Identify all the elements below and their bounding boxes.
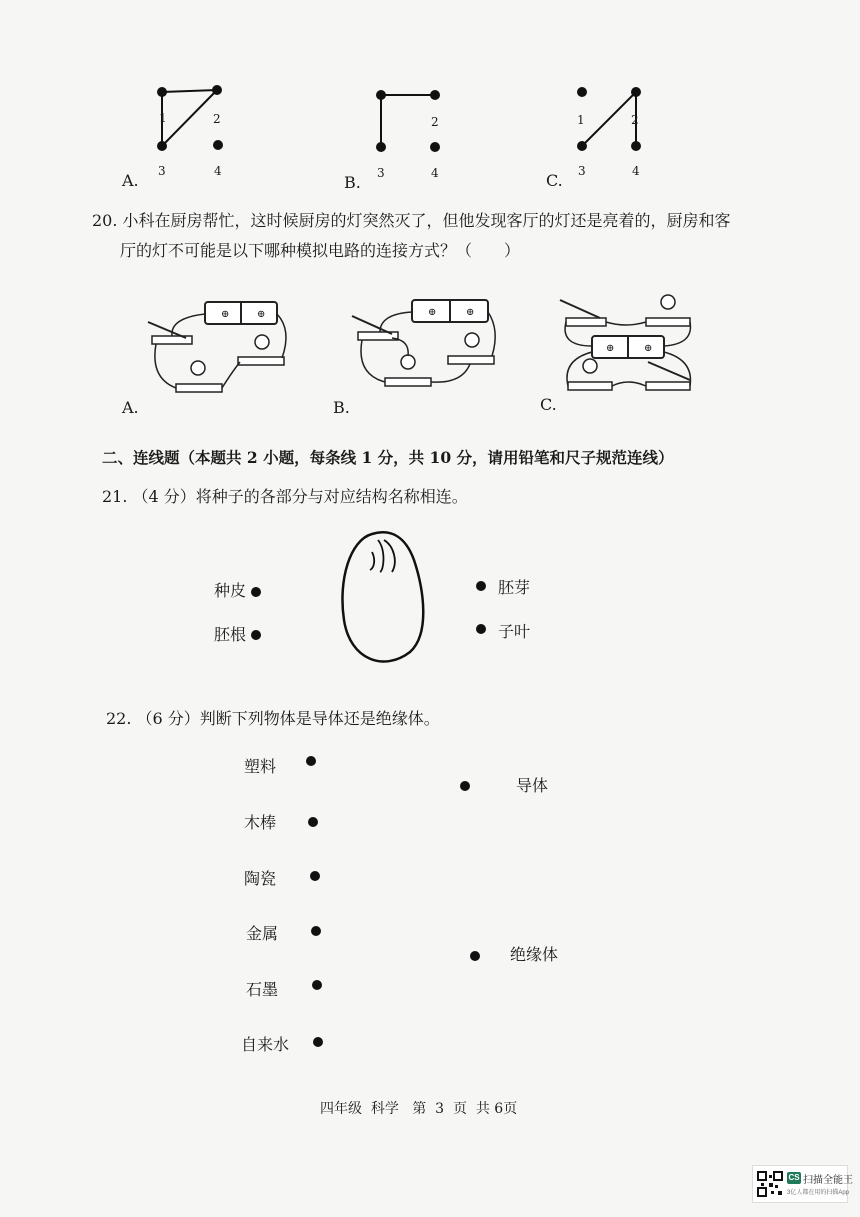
section-heading: 二、连线题（本题共 2 小题，每条线 1 分，共 10 分，请用铅笔和尺子规范连线） — [102, 448, 674, 467]
q21-question: 21. （4 分）将种子的各部分与对应结构名称相连。 — [102, 487, 468, 506]
point-label-3: 3 — [578, 164, 586, 178]
match-dot[interactable] — [460, 781, 470, 791]
match-dot[interactable] — [312, 980, 322, 990]
match-dot[interactable] — [251, 587, 261, 597]
point-label-3: 3 — [158, 164, 166, 178]
option-letter: A. — [122, 398, 139, 417]
match-left-item: 塑料 — [244, 757, 277, 776]
match-dot[interactable] — [476, 581, 486, 591]
option-letter: C. — [540, 395, 557, 414]
match-right-item: 导体 — [516, 776, 549, 795]
qr-code-icon — [757, 1171, 783, 1197]
match-left-item: 自来水 — [241, 1035, 290, 1054]
q20-line-1: 20. 小科在厨房帮忙，这时候厨房的灯突然灭了，但他发现客厅的灯还是亮着的，厨房和客 — [92, 211, 731, 230]
match-left-item: 种皮 — [214, 581, 247, 600]
svg-text:⊕: ⊕ — [221, 309, 230, 320]
match-dot[interactable] — [311, 926, 321, 936]
svg-text:⊕: ⊕ — [466, 307, 475, 318]
match-left-item: 陶瓷 — [244, 869, 277, 888]
scanner-tagline: 3亿人都在用的扫描App — [787, 1190, 850, 1196]
match-dot[interactable] — [306, 756, 316, 766]
q20-line-2: 厅的灯不可能是以下哪种模拟电路的连接方式？（ ） — [120, 241, 521, 260]
match-right-item: 绝缘体 — [510, 945, 559, 964]
option-letter: C. — [546, 171, 563, 190]
svg-text:⊕: ⊕ — [428, 307, 437, 318]
match-dot[interactable] — [251, 630, 261, 640]
match-left-item: 石墨 — [246, 980, 279, 999]
point-label-2: 2 — [431, 115, 439, 129]
scanner-badge — [752, 1165, 853, 1203]
match-dot[interactable] — [313, 1037, 323, 1047]
match-right-item: 子叶 — [498, 622, 531, 641]
point-label-4: 4 — [214, 164, 222, 178]
q22-question: 22. （6 分）判断下列物体是导体还是绝缘体。 — [106, 709, 440, 728]
match-dot[interactable] — [310, 871, 320, 881]
point-label-3: 3 — [377, 166, 385, 180]
match-left-item: 金属 — [246, 924, 279, 943]
option-letter: A. — [122, 171, 139, 190]
match-dot[interactable] — [476, 624, 486, 634]
match-left-item: 木棒 — [244, 813, 277, 832]
scanner-app-name: 扫描全能王 — [803, 1175, 853, 1186]
match-dot[interactable] — [308, 817, 318, 827]
svg-text:⊕: ⊕ — [257, 309, 266, 320]
match-left-item: 胚根 — [214, 625, 247, 644]
match-dot[interactable] — [470, 951, 480, 961]
point-label-2: 2 — [213, 112, 221, 126]
option-letter: B. — [344, 173, 361, 192]
option-letter: B. — [333, 398, 350, 417]
point-label-2: 2 — [631, 113, 639, 127]
cs-logo: CS — [788, 1173, 800, 1182]
point-label-1: 1 — [159, 111, 167, 125]
svg-text:⊕: ⊕ — [606, 343, 615, 354]
point-label-4: 4 — [431, 166, 439, 180]
point-label-1: 1 — [577, 113, 585, 127]
svg-text:⊕: ⊕ — [644, 343, 653, 354]
match-right-item: 胚芽 — [498, 578, 531, 597]
point-label-4: 4 — [632, 164, 640, 178]
page-footer: 四年级 科学 第 3 页 共 6页 — [320, 1101, 518, 1117]
